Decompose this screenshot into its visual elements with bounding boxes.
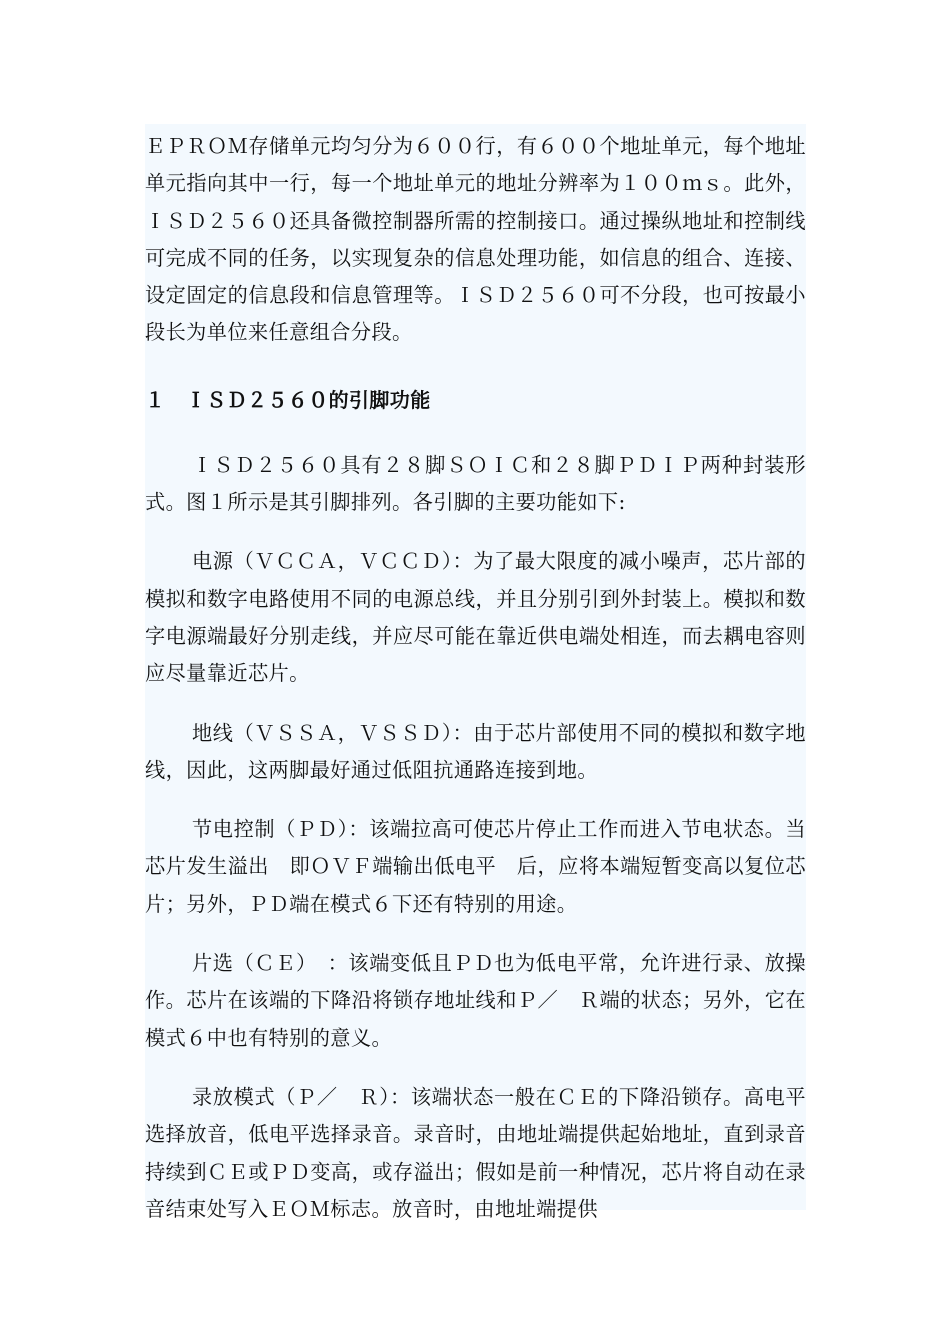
paragraph-playback-record: 录放模式（Ｐ／ Ｒ）：该端状态一般在ＣＥ的下降沿锁存。高电平选择放音，低电平选择录音。录音时，由地址端提供起始地址，直到录音持续到ＣＥ或ＰＤ变高，或存溢出；假如是前一种情况，芯片将自动在录音结束处写入ＥＯＭ标志。放音时，由地址端提供 [145,1084,806,1221]
section-heading: １ ＩＳＤ２５６０的引脚功能 [145,387,431,412]
spacer [145,419,806,447]
paragraph-power: 电源（ＶＣＣＡ，ＶＣＣＤ）：为了最大限度的减小噪声，芯片部的模拟和数字电路使用不同的电源总线，并且分别引到外封装上。模拟和数字电源端最好分别走线，并应尽可能在靠近供电端处相连，而去耦电容则应尽量靠近芯片。 [145,549,806,686]
paragraph-ground: 地线（ＶＳＳＡ，ＶＳＳＤ）：由于芯片部使用不同的模拟和数字地线，因此，这两脚最好通过低阻抗通路连接到地。 [145,720,806,782]
paragraph-chip-enable: 片选（ＣＥ） ：该端变低且ＰＤ也为低电平常，允许进行录、放操作。芯片在该端的下降沿将锁存地址线和Ｐ／ Ｒ端的状态；另外，它在模式６中也有特别的意义。 [145,951,806,1050]
spacer [145,693,806,715]
spacer [145,789,806,811]
document-body [145,128,806,1228]
spacer [145,1057,806,1079]
paragraph-power-down: 节电控制（ＰＤ）：该端拉高可使芯片停止工作而进入节电状态。当芯片发生溢出 即ＯＶＦ端输出低电平 后，应将本端短暂变高以复位芯片；另外，ＰＤ端在模式６下还有特别的用途。 [145,817,806,916]
spacer [145,521,806,543]
spacer [145,352,806,382]
spacer [145,923,806,945]
paragraph-package: ＩＳＤ２５６０具有２８脚ＳＯＩＣ和２８脚ＰＤＩＰ两种封装形式。图１所示是其引脚排列。各引脚的主要功能如下: [145,452,806,515]
intro-paragraph: ＥＰＲＯＭ存储单元均匀分为６００行，有６００个地址单元，每个地址单元指向其中一行，每一个地址单元的地址分辨率为１００ｍｓ。此外，ＩＳＤ２５６０还具备微控制器所需的控制接口。通过操纵地址和控制线可完成不同的任务，以实现复杂的信息处理功能，如信息的组合、连接、设定固定的信息段和信息管理等。ＩＳＤ２５６０可不分段，也可按最小段长为单位来任意组合分段。 [145,134,806,345]
